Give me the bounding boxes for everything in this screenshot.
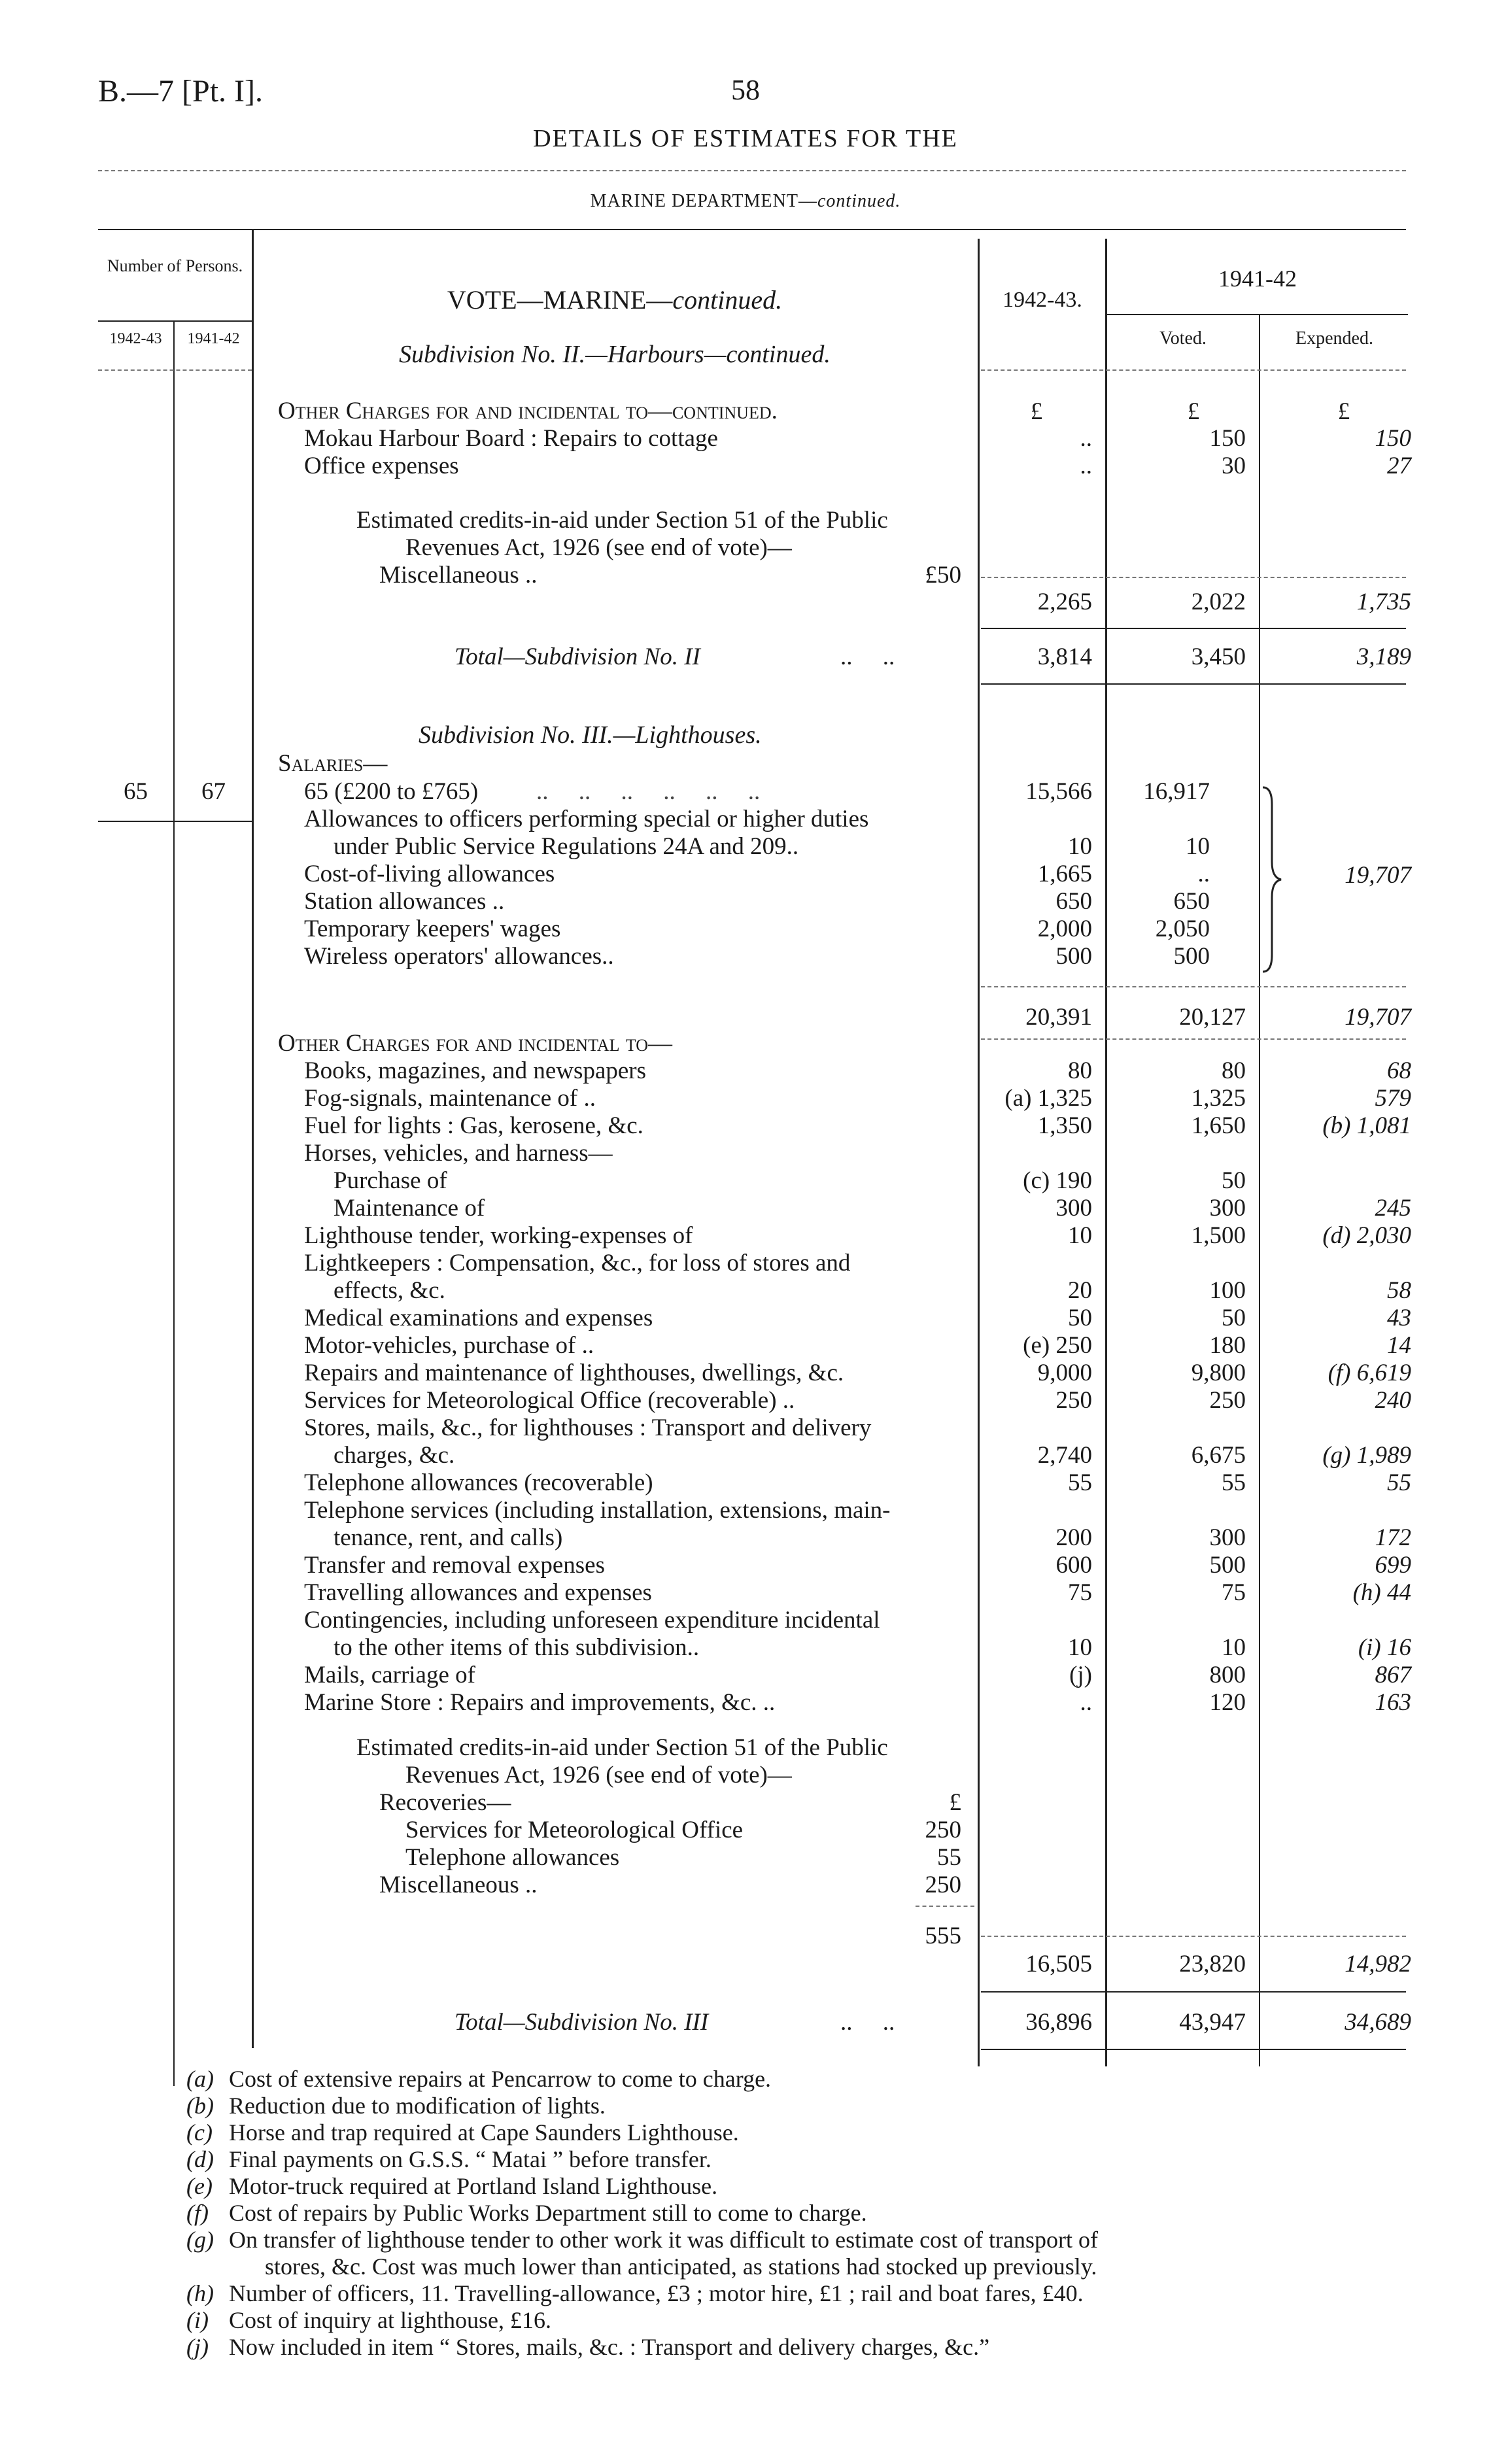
footnote-mark: (j) xyxy=(186,2334,209,2360)
page-number: 58 xyxy=(731,74,760,106)
amount-expended: 245 xyxy=(1375,1195,1411,1222)
amount-voted: 1,500 xyxy=(1191,1222,1246,1249)
footnote-text: Cost of extensive repairs at Pencarrow to come to charge. xyxy=(229,2066,772,2092)
amount-current: (c) 190 xyxy=(1023,1167,1092,1194)
footnote-text: Now included in item “ Stores, mails, &c. : Transport and delivery charges, &c.” xyxy=(229,2334,990,2360)
item-label: Telephone services (including installation, extensions, main- xyxy=(304,1497,891,1524)
amount-voted: 150 xyxy=(1209,425,1246,452)
footnote-text: Reduction due to modification of lights. xyxy=(229,2093,606,2119)
amount-current: 9,000 xyxy=(1037,1360,1092,1386)
subdivision-ii-heading: Subdivision No. II.—Harbours—continued. xyxy=(399,341,831,368)
amount-voted: 50 xyxy=(1222,1305,1246,1331)
amount-voted: 55 xyxy=(1222,1469,1246,1496)
amount-current: 80 xyxy=(1068,1057,1092,1084)
footnote-text: Motor-truck required at Portland Island Lighthouse. xyxy=(229,2173,718,2199)
amount-voted: .. xyxy=(1197,861,1210,887)
amount-voted: 10 xyxy=(1222,1634,1246,1661)
page-title: DETAILS OF ESTIMATES FOR THE xyxy=(533,125,958,152)
amount-current: 15,566 xyxy=(1025,778,1092,805)
item-label: Wireless operators' allowances.. xyxy=(304,943,614,970)
harbours-credits-misc-amount: £50 xyxy=(925,562,961,589)
header-rule xyxy=(98,170,1406,171)
item-label: Travelling allowances and expenses xyxy=(304,1579,652,1606)
footnote-mark: (c) xyxy=(186,2119,213,2146)
amount-current: .. xyxy=(1080,453,1092,479)
amount-voted: 180 xyxy=(1209,1332,1246,1359)
rule-desc-right xyxy=(978,239,980,2066)
item-label: Stores, mails, &c., for lighthouses : Transport and delivery xyxy=(304,1414,872,1441)
item-label: Fog-signals, maintenance of .. xyxy=(304,1085,596,1112)
amount-expended: 699 xyxy=(1375,1552,1411,1579)
harbours-total-voted: 3,450 xyxy=(1191,643,1246,670)
department-heading xyxy=(458,191,1033,212)
table-top-rule xyxy=(98,229,1406,230)
amount-current: 300 xyxy=(1055,1195,1092,1222)
footnote-mark: (i) xyxy=(186,2307,209,2333)
item-label: Horses, vehicles, and harness— xyxy=(304,1140,613,1167)
amount-expended: (f) 6,619 xyxy=(1328,1360,1411,1386)
item-label: Marine Store : Repairs and improvements, &c. .. xyxy=(304,1689,776,1716)
lighthouses-total-expended: 34,689 xyxy=(1345,2009,1411,2036)
item-label: to the other items of this subdivision.. xyxy=(334,1634,700,1661)
amount-expended: 579 xyxy=(1375,1085,1411,1112)
item-label: Lighthouse tender, working-expenses of xyxy=(304,1222,693,1249)
persons-year-prev: 1941-42 xyxy=(187,330,240,347)
item-label: Lightkeepers : Compensation, &c., for loss of stores and xyxy=(304,1250,851,1276)
amount-expended: 43 xyxy=(1387,1305,1411,1331)
amount-voted: 300 xyxy=(1209,1195,1246,1222)
harbours-total-current: 3,814 xyxy=(1037,643,1092,670)
amount-voted: 6,675 xyxy=(1191,1442,1246,1469)
currency-expended: £ xyxy=(1337,398,1350,425)
amount-voted: 1,325 xyxy=(1191,1085,1246,1112)
footnote-mark: (d) xyxy=(186,2146,214,2172)
vote-title-continued: continued. xyxy=(672,285,783,315)
year-prev-heading: 1941-42 xyxy=(1218,265,1297,292)
vote-title xyxy=(255,284,974,315)
amount-expended: 68 xyxy=(1387,1057,1411,1084)
credits-currency: £ xyxy=(949,1789,961,1816)
salary-subtotal-voted: 20,127 xyxy=(1179,1004,1246,1031)
harbours-subtotal-expended: 1,735 xyxy=(1356,589,1411,615)
amount-voted: 16,917 xyxy=(1143,778,1210,805)
dot-leader: .. .. xyxy=(840,643,895,670)
lighthouses-subtotal-rule xyxy=(981,1936,1406,1937)
amount-voted: 75 xyxy=(1222,1579,1246,1606)
credit-amount: 250 xyxy=(925,1817,961,1843)
amount-voted: 2,050 xyxy=(1155,915,1210,942)
lighthouses-credits-line1: Estimated credits-in-aid under Section 51 of the Public xyxy=(356,1734,888,1761)
harbours-subtotal-current: 2,265 xyxy=(1037,589,1092,615)
item-label: Temporary keepers' wages xyxy=(304,915,561,942)
amount-current: 600 xyxy=(1055,1552,1092,1579)
item-label: Telephone allowances (recoverable) xyxy=(304,1469,653,1496)
item-label: Mokau Harbour Board : Repairs to cottage xyxy=(304,425,718,452)
amount-expended: (b) 1,081 xyxy=(1322,1112,1411,1139)
salary-expended: 19,707 xyxy=(1345,862,1411,889)
harbours-credits-line2: Revenues Act, 1926 (see end of vote)— xyxy=(405,534,792,561)
persons-count-prev: 67 xyxy=(201,778,226,805)
footnote-mark: (a) xyxy=(186,2066,214,2092)
amount-current: 1,350 xyxy=(1037,1112,1092,1139)
amount-voted: 1,650 xyxy=(1191,1112,1246,1139)
amount-current: 20 xyxy=(1068,1277,1092,1304)
department-continued: continued. xyxy=(817,191,901,211)
amount-voted: 30 xyxy=(1222,453,1246,479)
salary-subtotal-rule-bottom xyxy=(981,1038,1406,1040)
credits-total-rule xyxy=(916,1906,974,1907)
footnote-mark: (e) xyxy=(186,2173,213,2199)
currency-voted: £ xyxy=(1187,398,1200,425)
amount-expended: 172 xyxy=(1375,1524,1411,1551)
amount-expended: 58 xyxy=(1387,1277,1411,1304)
footnote-text: Number of officers, 11. Travelling-allowance, £3 ; motor hire, £1 ; rail and boat fares, £40. xyxy=(229,2280,1084,2306)
item-label: Books, magazines, and newspapers xyxy=(304,1057,647,1084)
amount-current: .. xyxy=(1080,1689,1092,1716)
dot-leader: .. .. .. .. .. .. xyxy=(536,778,761,805)
salaries-heading: Salaries— xyxy=(278,750,388,777)
amount-expended: (g) 1,989 xyxy=(1322,1442,1411,1469)
item-label: Office expenses xyxy=(304,453,459,479)
amount-current: 55 xyxy=(1068,1469,1092,1496)
amount-voted: 250 xyxy=(1209,1387,1246,1414)
harbours-total-rule-bottom xyxy=(981,683,1406,685)
footnote-text: Horse and trap required at Cape Saunders Lighthouse. xyxy=(229,2119,739,2146)
lighthouses-total-rule-bottom xyxy=(981,2049,1406,2050)
amount-current: 2,740 xyxy=(1037,1442,1092,1469)
persons-year-current: 1942-43 xyxy=(109,330,162,347)
lighthouses-total-rule-top xyxy=(981,1991,1406,1993)
footnote-mark: (g) xyxy=(186,2227,214,2253)
year-current-heading: 1942-43. xyxy=(1003,288,1082,312)
amount-current: (e) 250 xyxy=(1023,1332,1092,1359)
amount-expended: (i) 16 xyxy=(1358,1634,1411,1661)
amount-expended: 14 xyxy=(1387,1332,1411,1359)
amount-voted: 80 xyxy=(1222,1057,1246,1084)
footnote-text: Cost of repairs by Public Works Department still to come to charge. xyxy=(229,2200,867,2226)
lighthouses-other-charges-heading: Other Charges for and incidental to— xyxy=(278,1030,672,1057)
lighthouses-total-voted: 43,947 xyxy=(1179,2009,1246,2036)
amount-voted: 50 xyxy=(1222,1167,1246,1194)
item-label: under Public Service Regulations 24A and 209.. xyxy=(334,833,799,860)
item-label: Fuel for lights : Gas, kerosene, &c. xyxy=(304,1112,643,1139)
vote-title-main: VOTE—MARINE— xyxy=(447,285,673,315)
rule-persons-bottom xyxy=(98,369,252,371)
amount-current: 200 xyxy=(1055,1524,1092,1551)
amount-voted: 650 xyxy=(1173,888,1210,915)
item-label: effects, &c. xyxy=(334,1277,445,1304)
item-label: Purchase of xyxy=(334,1167,447,1194)
harbours-total-expended: 3,189 xyxy=(1356,643,1411,670)
document-reference: B.—7 [Pt. I]. xyxy=(98,74,263,109)
harbours-other-charges-heading: Other Charges for and incidental to—continued. xyxy=(278,398,778,424)
amount-voted: 120 xyxy=(1209,1689,1246,1716)
amount-expended: 240 xyxy=(1375,1387,1411,1414)
amount-current: (j) xyxy=(1069,1662,1092,1688)
salary-subtotal-expended: 19,707 xyxy=(1345,1004,1411,1031)
footnote-text: Final payments on G.S.S. “ Matai ” before transfer. xyxy=(229,2146,711,2172)
lighthouses-total-label: Total—Subdivision No. III xyxy=(454,2009,709,2036)
rule-persons-right xyxy=(252,230,254,2048)
harbours-subtotal-voted: 2,022 xyxy=(1191,589,1246,615)
item-label: Maintenance of xyxy=(334,1195,485,1222)
lighthouses-subtotal-voted: 23,820 xyxy=(1179,1951,1246,1977)
amount-voted: 9,800 xyxy=(1191,1360,1246,1386)
currency-current: £ xyxy=(1030,398,1043,425)
amount-current: 50 xyxy=(1068,1305,1092,1331)
credit-label: Telephone allowances xyxy=(405,1844,620,1871)
amount-current: (a) 1,325 xyxy=(1004,1085,1092,1112)
footnote-mark: (b) xyxy=(186,2093,214,2119)
amount-current: 75 xyxy=(1068,1579,1092,1606)
recoveries-heading: Recoveries— xyxy=(379,1789,511,1816)
item-label: Repairs and maintenance of lighthouses, dwellings, &c. xyxy=(304,1360,844,1386)
item-label: Services for Meteorological Office (recoverable) .. xyxy=(304,1387,795,1414)
item-label: Transfer and removal expenses xyxy=(304,1552,605,1579)
lighthouses-heading: Subdivision No. III.—Lighthouses. xyxy=(419,721,762,749)
credit-label: Services for Meteorological Office xyxy=(405,1817,744,1843)
rule-persons-sub xyxy=(98,320,252,322)
amount-voted: 10 xyxy=(1186,833,1210,860)
footnote-mark: (h) xyxy=(186,2280,214,2306)
footnote-text: Cost of inquiry at lighthouse, £16. xyxy=(229,2307,551,2333)
rule-prev-year-sub xyxy=(1107,314,1408,315)
item-label: Motor-vehicles, purchase of .. xyxy=(304,1332,594,1359)
amount-current: 10 xyxy=(1068,1634,1092,1661)
amount-current: 250 xyxy=(1055,1387,1092,1414)
amount-voted: 500 xyxy=(1173,943,1210,970)
amount-voted: 300 xyxy=(1209,1524,1246,1551)
harbours-total-rule-top xyxy=(981,628,1406,629)
harbours-credits-line1: Estimated credits-in-aid under Section 51 of the Public xyxy=(356,507,888,534)
credits-total: 555 xyxy=(925,1923,961,1949)
credit-amount: 250 xyxy=(925,1872,961,1898)
persons-heading: Number of Persons. xyxy=(107,256,243,275)
lighthouses-total-current: 36,896 xyxy=(1025,2009,1092,2036)
expended-heading: Expended. xyxy=(1295,328,1373,349)
harbours-credits-misc: Miscellaneous .. xyxy=(379,562,538,589)
rule-current-right xyxy=(1105,239,1107,2066)
item-label: 65 (£200 to £765) xyxy=(304,778,479,805)
item-label: Mails, carriage of xyxy=(304,1662,475,1688)
amount-expended: 27 xyxy=(1387,453,1411,479)
footnote-text: On transfer of lighthouse tender to other work it was difficult to estimate cost of transport of xyxy=(229,2227,1099,2253)
rule-amounts-bottom xyxy=(981,369,1406,371)
amount-expended: 867 xyxy=(1375,1662,1411,1688)
amount-voted: 500 xyxy=(1209,1552,1246,1579)
item-label: tenance, rent, and calls) xyxy=(334,1524,563,1551)
credit-label: Miscellaneous .. xyxy=(379,1872,538,1898)
harbours-subtotal-rule xyxy=(981,577,1406,578)
item-label: Station allowances .. xyxy=(304,888,505,915)
item-label: Cost-of-living allowances xyxy=(304,861,555,887)
amount-current: 10 xyxy=(1068,833,1092,860)
amount-current: 500 xyxy=(1055,943,1092,970)
lighthouses-credits-line2: Revenues Act, 1926 (see end of vote)— xyxy=(405,1762,792,1788)
harbours-total-label: Total—Subdivision No. II xyxy=(454,643,700,670)
amount-voted: 100 xyxy=(1209,1277,1246,1304)
item-label: Contingencies, including unforeseen expenditure incidental xyxy=(304,1607,880,1634)
amount-expended: 55 xyxy=(1387,1469,1411,1496)
item-label: Allowances to officers performing special or higher duties xyxy=(304,806,869,832)
dot-leader: .. .. xyxy=(840,2009,895,2036)
amount-current: .. xyxy=(1080,425,1092,452)
rule-persons-mid xyxy=(173,320,175,2086)
lighthouses-subtotal-current: 16,505 xyxy=(1025,1951,1092,1977)
voted-heading: Voted. xyxy=(1159,328,1207,349)
salary-subtotal-current: 20,391 xyxy=(1025,1004,1092,1031)
item-label: charges, &c. xyxy=(334,1442,455,1469)
credit-amount: 55 xyxy=(937,1844,961,1871)
amount-expended: 163 xyxy=(1375,1689,1411,1716)
item-label: Medical examinations and expenses xyxy=(304,1305,653,1331)
salary-subtotal-rule xyxy=(981,986,1406,987)
amount-expended: 150 xyxy=(1375,425,1411,452)
lighthouses-subtotal-expended: 14,982 xyxy=(1345,1951,1411,1977)
amount-current: 2,000 xyxy=(1037,915,1092,942)
footnote-mark: (f) xyxy=(186,2200,209,2226)
amount-current: 1,665 xyxy=(1037,861,1092,887)
amount-current: 10 xyxy=(1068,1222,1092,1249)
department-name: MARINE DEPARTMENT— xyxy=(590,191,817,211)
amount-expended: (h) 44 xyxy=(1352,1579,1411,1606)
footnote-text: stores, &c. Cost was much lower than anticipated, as stations had stocked up previously. xyxy=(265,2253,1097,2280)
amount-expended: (d) 2,030 xyxy=(1322,1222,1411,1249)
amount-current: 650 xyxy=(1055,888,1092,915)
amount-voted: 800 xyxy=(1209,1662,1246,1688)
persons-count-rule xyxy=(98,821,252,822)
persons-count-current: 65 xyxy=(124,778,148,805)
